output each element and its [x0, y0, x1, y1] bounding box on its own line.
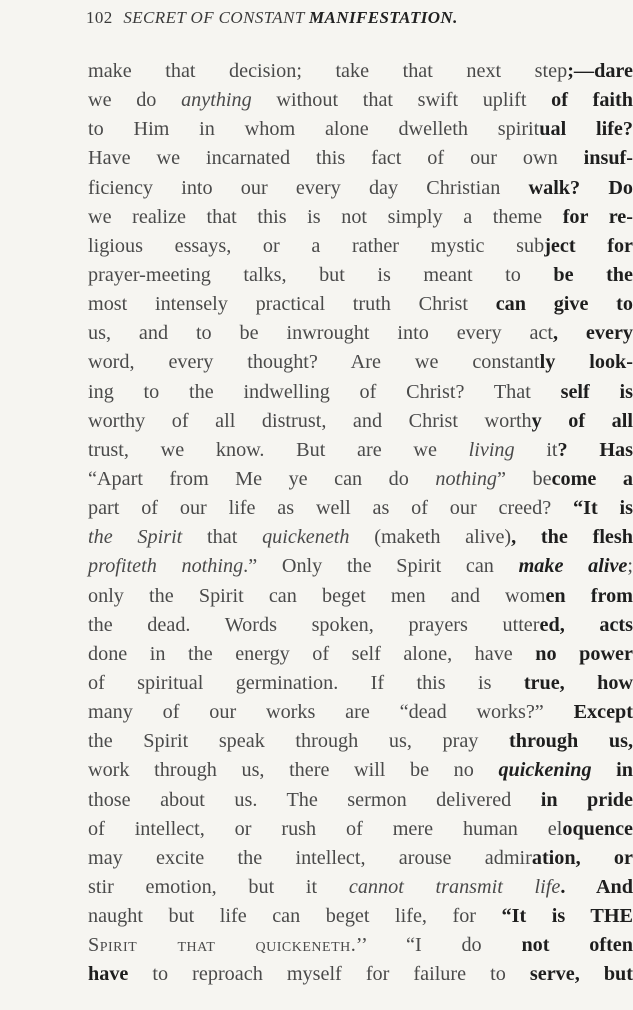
text-run: self is	[560, 380, 633, 403]
text-run: insuf-	[583, 147, 633, 170]
text-run: in pride	[540, 788, 633, 811]
text-run: many of our works are “dead works?”	[88, 701, 574, 724]
text-run: naught but life can beget life, for	[88, 905, 502, 928]
text-run: of intellect, or rush of mere human el	[88, 817, 563, 840]
text-run: ing to the indwelling of Christ? That	[88, 380, 561, 403]
text-run: make alive	[518, 555, 628, 578]
text-run: to reproach myself for failure to	[128, 963, 530, 986]
text-run: part of our life as well as of our creed?	[88, 497, 574, 520]
text-line	[88, 494, 633, 523]
text-line	[88, 873, 633, 902]
text-run: we do	[88, 89, 182, 112]
text-run: oquence	[562, 817, 633, 840]
text-run: “Apart from Me ye can do	[88, 467, 436, 490]
text-run: ” be	[497, 467, 552, 490]
text-line	[88, 378, 633, 407]
text-run: only the Spirit can beget men and wom	[88, 584, 546, 607]
text-run: stir emotion, but it	[88, 875, 349, 898]
text-line	[88, 552, 633, 581]
text-run: the Spirit	[88, 526, 183, 549]
text-run: the dead. Words spoken, prayers utter	[88, 613, 540, 636]
text-line	[88, 756, 633, 785]
text-run: ed, acts	[539, 613, 633, 636]
text-line	[88, 261, 633, 290]
text-run: worthy of all distrust, and Christ worth	[88, 409, 532, 432]
text-run: have	[88, 963, 129, 986]
text-line	[88, 786, 633, 815]
text-run: Have we incarnated this fact of our own	[88, 147, 584, 170]
text-run: quickening	[498, 759, 592, 782]
text-line	[88, 640, 633, 669]
text-line	[88, 611, 633, 640]
running-title-light: SECRET OF CONSTANT	[123, 8, 310, 27]
text-run: those about us. The sermon delivered	[88, 788, 541, 811]
text-run: living	[468, 438, 515, 461]
text-line	[88, 582, 633, 611]
text-run: come a	[551, 467, 633, 490]
text-line	[88, 465, 633, 494]
text-run: for re-	[562, 205, 633, 228]
text-line	[88, 669, 633, 698]
text-run: ? Has	[557, 438, 633, 461]
running-head	[86, 8, 626, 32]
text-run: ;	[627, 555, 633, 578]
text-run: be the	[553, 263, 633, 286]
text-run: .” Only the Spirit can	[243, 555, 519, 578]
text-run: en from	[545, 584, 633, 607]
text-run: prayer-meeting talks, but is meant to	[88, 263, 554, 286]
text-run: not often	[521, 934, 633, 957]
text-run: anything	[181, 89, 252, 112]
text-line	[88, 844, 633, 873]
text-run: (maketh alive)	[349, 526, 512, 549]
text-line	[88, 815, 633, 844]
text-run: ligious essays, or a rather mystic sub	[88, 234, 545, 257]
text-run: word, every thought? Are we constant	[88, 351, 540, 374]
text-run: without that swift uplift	[251, 89, 552, 112]
text-line	[88, 203, 633, 232]
text-run: to Him in whom alone dwelleth spirit	[88, 118, 540, 141]
text-run: ;—dare	[567, 60, 633, 82]
text-line	[88, 174, 633, 203]
text-run: “It is	[573, 497, 633, 520]
text-run: true, how	[523, 671, 633, 694]
text-run: profiteth nothing	[88, 555, 244, 578]
text-run: nothing	[435, 467, 498, 490]
text-run: trust, we know. But are we	[88, 438, 469, 461]
text-run: in	[591, 759, 633, 782]
text-run: “It is THE	[501, 905, 633, 928]
text-run: serve, but	[529, 963, 633, 986]
text-run: that	[182, 526, 263, 549]
text-run: of spiritual germination. If this is	[88, 671, 524, 694]
body-text	[88, 57, 633, 990]
text-run: can give to	[495, 293, 633, 316]
text-line	[88, 144, 633, 173]
text-line	[88, 931, 633, 960]
text-line	[88, 523, 633, 552]
text-run: , every	[552, 322, 633, 345]
text-line	[88, 57, 633, 86]
text-run: Spirit that quickeneth	[88, 934, 351, 957]
text-run: . And	[560, 875, 633, 898]
text-line	[88, 232, 633, 261]
text-run: ject for	[544, 234, 633, 257]
text-line	[88, 698, 633, 727]
running-title-bold: MANIFESTATION.	[309, 8, 458, 27]
text-run: ation, or	[531, 846, 633, 869]
text-run: y of all	[531, 409, 633, 432]
text-line	[88, 348, 633, 377]
text-run: quickeneth	[262, 526, 350, 549]
text-run: make that decision; take that next step	[88, 60, 568, 82]
text-run: us, and to be inwrought into every act	[88, 322, 553, 345]
text-run: may excite the intellect, arouse admir	[88, 846, 532, 869]
text-run: walk? Do	[528, 176, 633, 199]
text-run: it	[514, 438, 558, 461]
text-line	[88, 727, 633, 756]
text-run: ly look-	[539, 351, 633, 374]
text-line	[88, 407, 633, 436]
text-run: through us,	[509, 730, 633, 753]
text-run: most intensely practical truth Christ	[88, 293, 496, 316]
text-run: cannot transmit life	[348, 875, 561, 898]
text-run: ual life?	[539, 118, 633, 141]
text-line	[88, 960, 633, 989]
text-line	[88, 86, 633, 115]
text-line	[88, 115, 633, 144]
text-line	[88, 436, 633, 465]
text-line	[88, 290, 633, 319]
running-title	[123, 8, 457, 27]
text-run: the Spirit speak through us, pray	[88, 730, 510, 753]
page-number: 102	[86, 8, 113, 27]
text-line	[88, 319, 633, 348]
text-run: done in the energy of self alone, have	[88, 642, 536, 665]
text-run: no power	[535, 642, 633, 665]
text-run: we realize that this is not simply a theme	[88, 205, 563, 228]
text-run: Except	[573, 701, 633, 724]
text-line	[88, 902, 633, 931]
text-run: work through us, there will be no	[88, 759, 499, 782]
text-run: of faith	[551, 89, 633, 112]
text-run: , the flesh	[511, 526, 633, 549]
text-run: .’’ “I do	[350, 934, 522, 957]
text-run: ficiency into our every day Christian	[88, 176, 529, 199]
